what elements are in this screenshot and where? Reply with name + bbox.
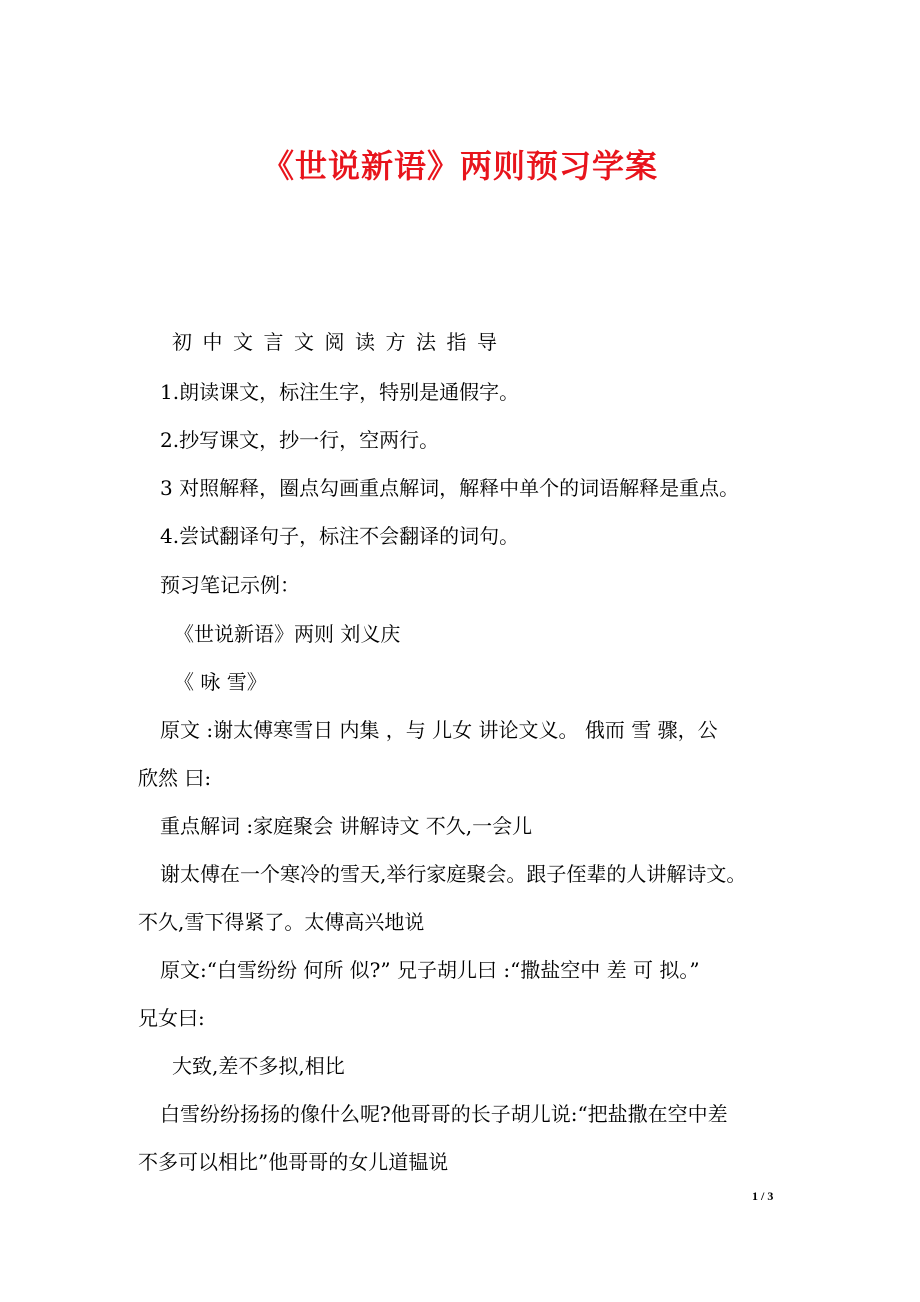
key-words-2: 大致,差不多拟,相比 [172,1054,345,1078]
example-label: 预习笔记示例： [160,573,300,597]
step-2: 2.抄写课文，抄一行，空两行。 [160,428,440,452]
original-text-2-line-1: 原文:“白雪纷纷 何所 似?” 兄子胡儿曰 :“撒盐空中 差 可 拟。” [160,958,700,982]
original-text-1-line-2: 欣然 曰: [138,766,212,790]
section-heading: 初中文言文阅读方法指导 [172,330,508,354]
translation-1-line-2: 不久,雪下得紧了。太傅高兴地说 [138,910,425,934]
step-1: 1.朗读课文，标注生字，特别是通假字。 [160,380,520,404]
page-number: 1 / 3 [752,1189,774,1203]
step-3: 3 对照解释，圈点勾画重点解词，解释中单个的词语解释是重点。 [160,476,740,500]
poem-title: 《 咏 雪》 [174,670,267,694]
step-4: 4.尝试翻译句子，标注不会翻译的词句。 [160,524,520,548]
original-text-2-line-2: 兄女曰: [138,1006,205,1030]
document-title: 《世说新语》两则预习学案 [261,147,658,185]
key-words-1: 重点解词 :家庭聚会 讲解诗文 不久,一会儿 [160,814,533,838]
original-text-1-line-1: 原文 :谢太傅寒雪日 内集 ，与 儿女 讲论文义。 俄而 雪 骤，公 [160,718,718,742]
translation-1-line-1: 谢太傅在一个寒冷的雪天,举行家庭聚会。跟子侄辈的人讲解诗文。 [160,862,747,886]
translation-2-line-2: 不多可以相比”他哥哥的女儿道韫说 [138,1150,449,1174]
translation-2-line-1: 白雪纷纷扬扬的像什么呢?他哥哥的长子胡儿说:“把盐撒在空中差 [160,1102,728,1126]
book-line: 《世说新语》两则 刘义庆 [174,622,401,646]
